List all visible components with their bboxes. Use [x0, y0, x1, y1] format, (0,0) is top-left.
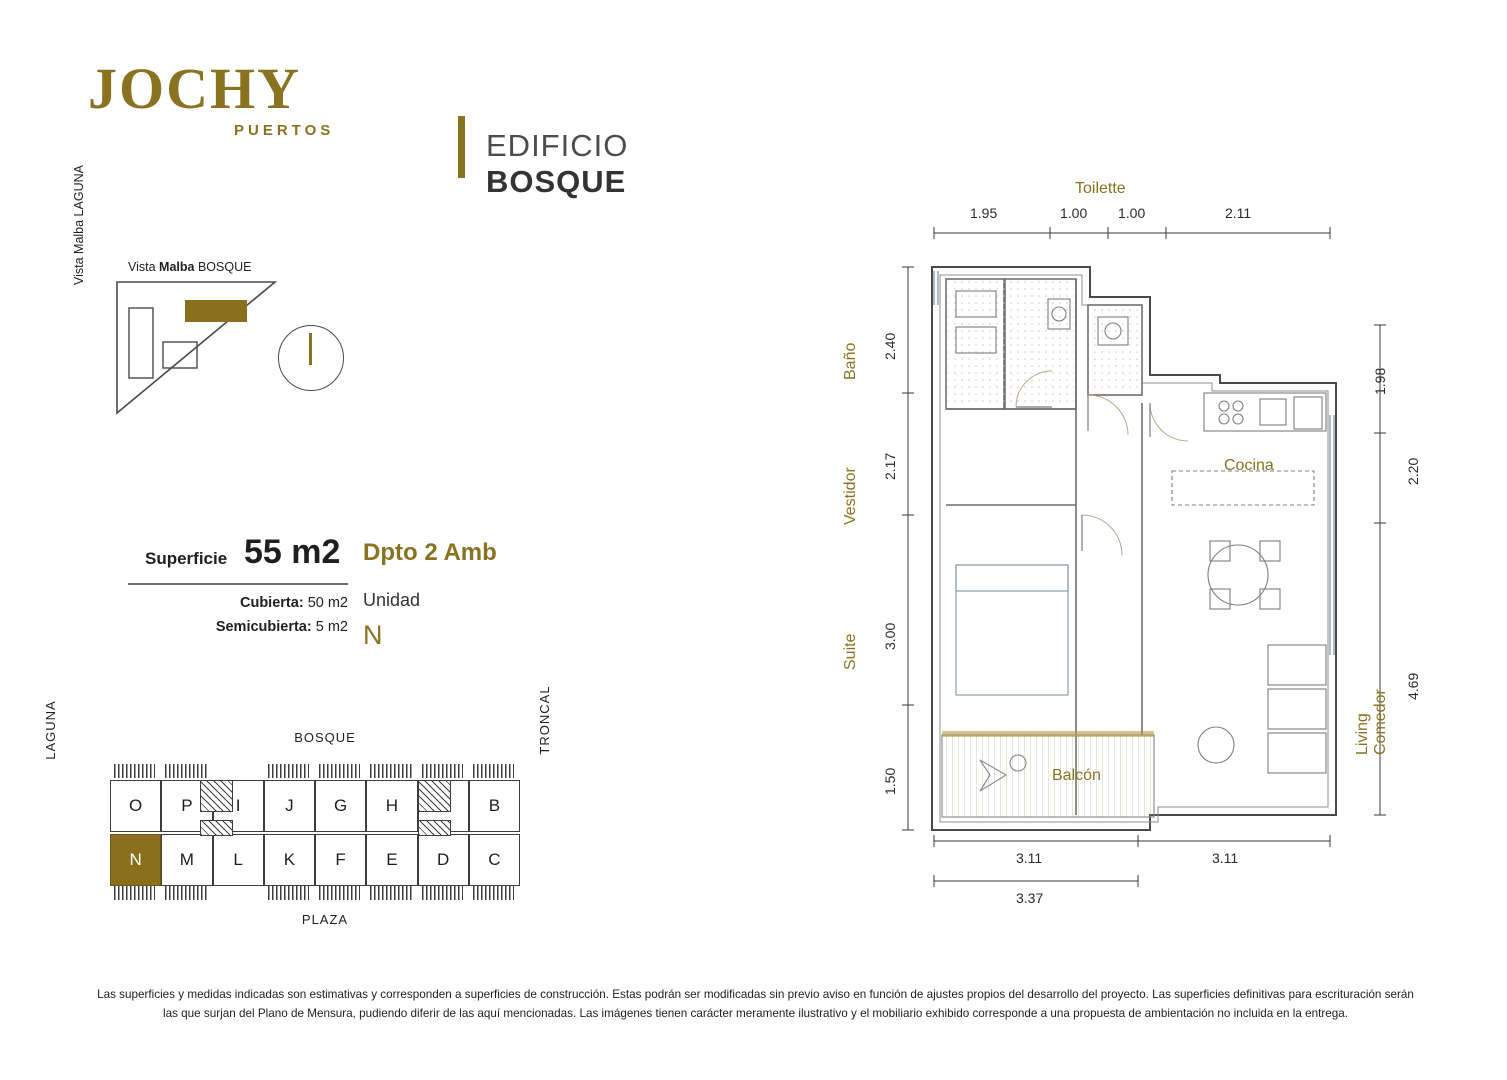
keyplan-balcony-strip [114, 886, 155, 900]
semicubierta-value: 5 m2 [315, 619, 348, 635]
keyplan-balcony-strip [473, 764, 514, 778]
keyplan-unit-label: E [386, 850, 398, 869]
keyplan-balcony-strip [319, 764, 360, 778]
room-label-cocina: Cocina [1224, 457, 1274, 474]
surface-label: Superficie [145, 549, 228, 568]
keyplan-unit-l[interactable] [213, 834, 264, 886]
keyplan-stair [418, 820, 452, 836]
keyplan-unit-label: G [334, 796, 348, 815]
brand-divider [458, 116, 465, 178]
keyplan-unit-label: D [436, 850, 450, 869]
keyplan-unit-j[interactable] [264, 780, 315, 832]
keyplan-right-label: TRONCAL [537, 685, 552, 755]
surface-value: 55 m2 [244, 533, 341, 571]
keyplan-unit-label: L [233, 850, 243, 869]
keyplan-balcony-strip [370, 886, 411, 900]
keyplan-unit-label: J [285, 796, 294, 815]
room-label-toilette: Toilette [1075, 180, 1126, 197]
keyplan-unit-k[interactable] [264, 834, 315, 886]
building-title [486, 128, 728, 200]
keyplan-unit-label: C [488, 850, 501, 869]
brand-subtitle: PUERTOS [234, 122, 335, 139]
keyplan-unit-h[interactable] [366, 780, 417, 832]
orientation-title [128, 260, 251, 274]
dim-top-1: 1.95 [970, 205, 998, 221]
room-label-vestidor: Vestidor [842, 467, 859, 525]
dim-bottom-2: 3.11 [1212, 850, 1239, 866]
dpto-type: Dpto 2 Amb [363, 539, 497, 566]
dim-left-2: 2.17 [882, 452, 898, 480]
keyplan-unit-o[interactable] [110, 780, 161, 832]
keyplan-top-label: BOSQUE [294, 730, 356, 745]
cubierta-value: 50 m2 [307, 595, 348, 611]
keyplan-unit-label: K [283, 850, 296, 869]
dim-left-1: 2.40 [882, 332, 898, 360]
keyplan-balcony-strip [319, 886, 360, 900]
disclaimer-line-2: serán las que surjan del Plano de Mensura, pudiendo diferir de las aquí mencionadas. Las imágenes tienen carácter meramente ilustrativo y el mobiliario exhibido corresponde a una propuesta de ambientación no incluida en la entrega. [162, 988, 1414, 1021]
disclaimer [88, 985, 1423, 1024]
keyplan-unit-n[interactable] [110, 834, 161, 886]
cubierta-row [120, 595, 348, 611]
keyplan-left-label: LAGUNA [43, 700, 58, 760]
dim-top-2: 1.00 [1060, 205, 1088, 221]
keyplan-unit-label: O [129, 796, 143, 815]
keyplan-unit-label: H [385, 796, 399, 815]
keyplan-unit-grid [110, 758, 520, 906]
keyplan-unit-c[interactable] [469, 834, 520, 886]
dim-top-4: 2.11 [1225, 205, 1252, 221]
orientation-title-suffix: BOSQUE [194, 260, 252, 274]
keyplan-core [418, 780, 452, 812]
building-name: BOSQUE [486, 164, 627, 199]
orientation-title-prefix: Vista [128, 260, 160, 274]
orientation-triangle [115, 280, 280, 415]
brand-header [88, 56, 728, 199]
keyplan-unit-g[interactable] [315, 780, 366, 832]
disclaimer-line-1: Las superficies y medidas indicadas son estimativas y corresponden a superficies de construcción. Estas podrán ser modificadas sin previo aviso en función de ajustes propios del desarrollo del proyecto. Las superficies definitivas para escrituración [97, 988, 1382, 1001]
key-plan [43, 685, 575, 935]
keyplan-unit-label: F [335, 850, 346, 869]
orientation-diagram [72, 165, 360, 445]
dim-bottom-1: 3.11 [1016, 850, 1043, 866]
apartment-floorplan [820, 175, 1440, 915]
keyplan-balcony-strip [473, 886, 514, 900]
keyplan-bottom-label: PLAZA [301, 912, 349, 927]
semicubierta-label: Semicubierta: [215, 619, 312, 635]
building-prefix: EDIFICIO [486, 128, 629, 163]
keyplan-unit-label: M [179, 850, 194, 869]
room-label-suite: Suite [842, 633, 859, 670]
dim-left-4: 1.50 [882, 767, 898, 795]
keyplan-unit-label: N [129, 850, 142, 869]
unidad-letter: N [363, 620, 383, 650]
orientation-title-mid: Malba [159, 260, 195, 274]
keyplan-unit-m[interactable] [161, 834, 212, 886]
semicubierta-row [120, 619, 348, 635]
orientation-left-label: Vista Malba LAGUNA [72, 165, 86, 285]
keyplan-unit-b[interactable] [469, 780, 520, 832]
keyplan-balcony-strip [422, 886, 463, 900]
keyplan-unit-e[interactable] [366, 834, 417, 886]
keyplan-body [110, 758, 520, 906]
cubierta-label: Cubierta: [240, 595, 304, 611]
keyplan-unit-label: B [488, 796, 501, 815]
room-label-living-comedor: Living Comedor [1354, 689, 1389, 755]
surface-info [120, 535, 590, 665]
keyplan-core [200, 780, 234, 812]
dim-right-3: 4.69 [1405, 672, 1421, 700]
unidad-label: Unidad [363, 590, 421, 610]
keyplan-unit-d[interactable] [418, 834, 469, 886]
room-label-bano: Baño [842, 342, 859, 380]
brand-name: JOCHY [88, 56, 301, 121]
dim-top-3: 1.00 [1118, 205, 1146, 221]
keyplan-balcony-strip [422, 764, 463, 778]
dim-right-1: 1.98 [1372, 367, 1388, 395]
dim-right-2: 2.20 [1405, 457, 1421, 485]
keyplan-balcony-strip [268, 764, 309, 778]
keyplan-balcony-strip [114, 764, 155, 778]
keyplan-unit-f[interactable] [315, 834, 366, 886]
keyplan-balcony-strip [165, 764, 206, 778]
keyplan-balcony-strip [165, 886, 206, 900]
compass-north-needle [309, 333, 312, 365]
keyplan-unit-label: P [181, 796, 193, 815]
keyplan-stair [200, 820, 234, 836]
keyplan-balcony-strip [268, 886, 309, 900]
keyplan-balcony-strip [370, 764, 411, 778]
room-label-balcon: Balcón [1052, 767, 1101, 784]
surface-divider [128, 583, 348, 585]
keyplan-unit-label: I [235, 796, 241, 815]
dim-bottom-total: 3.37 [1016, 890, 1044, 906]
dim-left-3: 3.00 [882, 622, 898, 650]
